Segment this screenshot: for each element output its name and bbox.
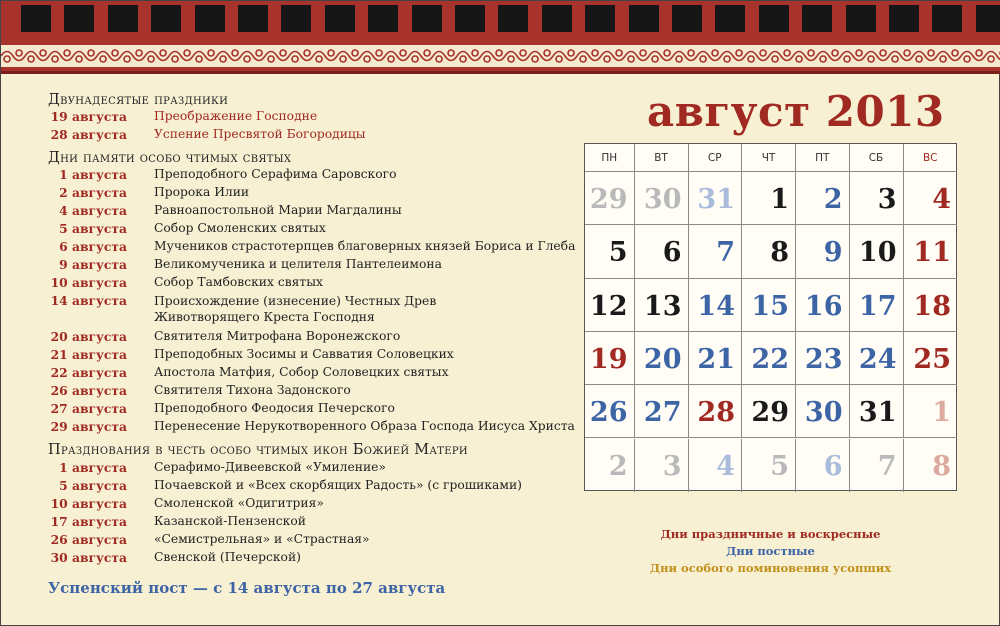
list-item: [21, 185, 541, 203]
item-date: 10 августа: [50, 496, 127, 511]
item-name: «Семистрельная» и «Страстная»: [154, 532, 370, 546]
binding-hole: [64, 5, 94, 32]
binding-hole: [325, 5, 355, 32]
list-item: [21, 347, 541, 365]
list-item: [21, 401, 541, 419]
day-cell[interactable]: 7: [850, 439, 904, 492]
day-cell[interactable]: 16: [796, 279, 850, 332]
day-cell[interactable]: 12: [585, 279, 635, 332]
day-cell[interactable]: 30: [635, 172, 689, 225]
list-item: [21, 460, 541, 478]
binding-hole: [238, 5, 268, 32]
day-cell[interactable]: 4: [904, 172, 958, 225]
list-item: [21, 496, 541, 514]
day-cell[interactable]: 18: [904, 279, 958, 332]
day-cell[interactable]: 2: [585, 439, 635, 492]
item-name: Собор Смоленских святых: [154, 221, 326, 235]
list-item: [21, 167, 541, 185]
list-item: [21, 257, 541, 275]
item-name: Мучеников страстотерпцев благоверных князей Бориса и Глеба: [154, 239, 576, 253]
weekday-header: ВС: [904, 144, 958, 172]
item-name: Почаевской и «Всех скорбящих Радость» (с грошиками): [154, 478, 522, 492]
ornament-border: [1, 45, 1000, 67]
binding-hole: [21, 5, 51, 32]
day-cell[interactable]: 26: [585, 385, 635, 438]
item-date: 22 августа: [50, 365, 127, 380]
item-name: Великомученика и целителя Пантелеимона: [154, 257, 442, 271]
item-date: 5 августа: [59, 478, 127, 493]
item-date: 26 августа: [50, 532, 127, 547]
day-cell[interactable]: 3: [850, 172, 904, 225]
binding-hole: [802, 5, 832, 32]
day-cell[interactable]: 31: [850, 385, 904, 438]
list-item: [21, 383, 541, 401]
list-item: [21, 550, 541, 568]
day-cell[interactable]: 17: [850, 279, 904, 332]
item-date: 26 августа: [50, 383, 127, 398]
item-date: 9 августа: [59, 257, 127, 272]
header-rule: [1, 71, 1000, 74]
binding-hole: [151, 5, 181, 32]
item-date: 30 августа: [50, 550, 127, 565]
day-cell[interactable]: 27: [635, 385, 689, 438]
item-date: 17 августа: [50, 514, 127, 529]
binding-hole: [412, 5, 442, 32]
day-cell[interactable]: 6: [635, 225, 689, 278]
day-cell[interactable]: 5: [585, 225, 635, 278]
item-name: Пророка Илии: [154, 185, 250, 199]
day-cell[interactable]: 25: [904, 332, 958, 385]
item-name: Апостола Матфия, Собор Соловецких святых: [154, 365, 449, 379]
weekday-header: СР: [689, 144, 743, 172]
feasts-title: Двунадесятые праздники: [48, 92, 229, 108]
day-cell[interactable]: 1: [742, 172, 796, 225]
item-date: 2 августа: [59, 185, 127, 200]
day-cell[interactable]: 21: [689, 332, 743, 385]
list-item: [21, 514, 541, 532]
item-date: 29 августа: [50, 419, 127, 434]
item-name: Преподобных Зосимы и Савватия Соловецких: [154, 347, 454, 361]
weekday-header: ЧТ: [742, 144, 796, 172]
day-cell[interactable]: 29: [742, 385, 796, 438]
item-name: Преподобного Феодосия Печерского: [154, 401, 395, 415]
day-cell[interactable]: 1: [904, 385, 958, 438]
binding-hole: [629, 5, 659, 32]
day-cell[interactable]: 20: [635, 332, 689, 385]
binding-hole: [368, 5, 398, 32]
binding-hole: [672, 5, 702, 32]
item-date: 1 августа: [59, 460, 127, 475]
list-item: [21, 478, 541, 496]
item-name: Равноапостольной Марии Магдалины: [154, 203, 402, 217]
item-date: 6 августа: [59, 239, 127, 254]
saints-title: Дни памяти особо чтимых святых: [48, 150, 292, 166]
item-date: 27 августа: [50, 401, 127, 416]
day-cell[interactable]: 10: [850, 225, 904, 278]
day-cell[interactable]: 15: [742, 279, 796, 332]
binding-hole: [715, 5, 745, 32]
item-name: Смоленской «Одигитрия»: [154, 496, 324, 510]
list-item: [21, 203, 541, 221]
day-cell[interactable]: 13: [635, 279, 689, 332]
item-name: Преображение Господне: [154, 109, 318, 123]
fast-note: Успенский пост — с 14 августа по 27 августа: [48, 579, 446, 597]
item-name: Святителя Митрофана Воронежского: [154, 329, 401, 343]
list-item: [21, 239, 576, 257]
item-name: Свенской (Печерской): [154, 550, 301, 564]
binding-hole: [542, 5, 572, 32]
day-cell[interactable]: 28: [689, 385, 743, 438]
item-date: 28 августа: [50, 127, 127, 142]
binding-hole: [976, 5, 1000, 32]
day-cell[interactable]: 8: [932, 450, 951, 482]
binding-hole: [108, 5, 138, 32]
list-item: [21, 221, 541, 239]
day-cell[interactable]: 5: [742, 439, 796, 492]
binding-hole: [846, 5, 876, 32]
list-item: [21, 365, 541, 383]
weekday-header: ПТ: [796, 144, 850, 172]
list-item: [21, 275, 541, 293]
legend-item: Дни праздничные и воскресные: [660, 527, 881, 541]
list-item: [21, 329, 541, 347]
item-date: 10 августа: [50, 275, 127, 290]
binding-hole: [195, 5, 225, 32]
day-cell[interactable]: 19: [585, 332, 635, 385]
day-cell[interactable]: 22: [742, 332, 796, 385]
binding-hole: [759, 5, 789, 32]
day-cell[interactable]: 23: [796, 332, 850, 385]
item-date: 14 августа: [50, 293, 127, 308]
day-cell[interactable]: 30: [796, 385, 850, 438]
day-cell[interactable]: 14: [689, 279, 743, 332]
item-name: Преподобного Серафима Саровского: [154, 167, 397, 181]
binding-hole: [498, 5, 528, 32]
calendar-header-band: [1, 1, 1000, 73]
item-name: Казанской-Пензенской: [154, 514, 306, 528]
item-name: Собор Тамбовских святых: [154, 275, 323, 289]
item-date: 20 августа: [50, 329, 127, 344]
day-cell[interactable]: 24: [850, 332, 904, 385]
icons-title: Празднования в честь особо чтимых икон Божией Матери: [48, 442, 468, 458]
item-name: Серафимо-Дивеевской «Умиление»: [154, 460, 386, 474]
binding-holes: [1, 1, 1000, 35]
day-cell[interactable]: 29: [585, 172, 635, 225]
day-cell[interactable]: 4: [689, 439, 743, 492]
day-cell[interactable]: 6: [796, 439, 850, 492]
day-cell[interactable]: 31: [689, 172, 743, 225]
list-item: [21, 532, 541, 550]
item-date: 19 августа: [50, 109, 127, 124]
binding-hole: [455, 5, 485, 32]
item-name: Святителя Тихона Задонского: [154, 383, 351, 397]
legend-item: Дни особого поминовения усопших: [649, 561, 892, 575]
legend-item: Дни постные: [726, 544, 815, 558]
list-item: [21, 127, 541, 145]
day-cell[interactable]: 9: [796, 225, 850, 278]
weekday-header: СБ: [850, 144, 904, 172]
day-cell[interactable]: 2: [796, 172, 850, 225]
day-cell[interactable]: 8: [742, 225, 796, 278]
list-item: [21, 293, 541, 324]
item-name: Происхождение (изнесение) Честных Древ Животворящего Креста Господня: [154, 294, 437, 324]
list-item: [21, 419, 575, 437]
item-date: 1 августа: [59, 167, 127, 182]
calendar-grid: [584, 143, 957, 491]
item-date: 4 августа: [59, 203, 127, 218]
item-date: 5 августа: [59, 221, 127, 236]
weekday-header: ПН: [585, 144, 635, 172]
binding-hole: [585, 5, 615, 32]
item-date: 21 августа: [50, 347, 127, 362]
day-cell[interactable]: 3: [635, 439, 689, 492]
item-name: Успение Пресвятой Богородицы: [154, 127, 366, 141]
month-title: август 2013: [647, 87, 945, 136]
binding-hole: [889, 5, 919, 32]
binding-hole: [932, 5, 962, 32]
item-name: Перенесение Нерукотворенного Образа Господа Иисуса Христа: [154, 419, 575, 433]
binding-hole: [281, 5, 311, 32]
weekday-header: ВТ: [635, 144, 689, 172]
day-cell[interactable]: 7: [689, 225, 743, 278]
list-item: [21, 109, 541, 127]
day-cell[interactable]: 11: [904, 225, 958, 278]
